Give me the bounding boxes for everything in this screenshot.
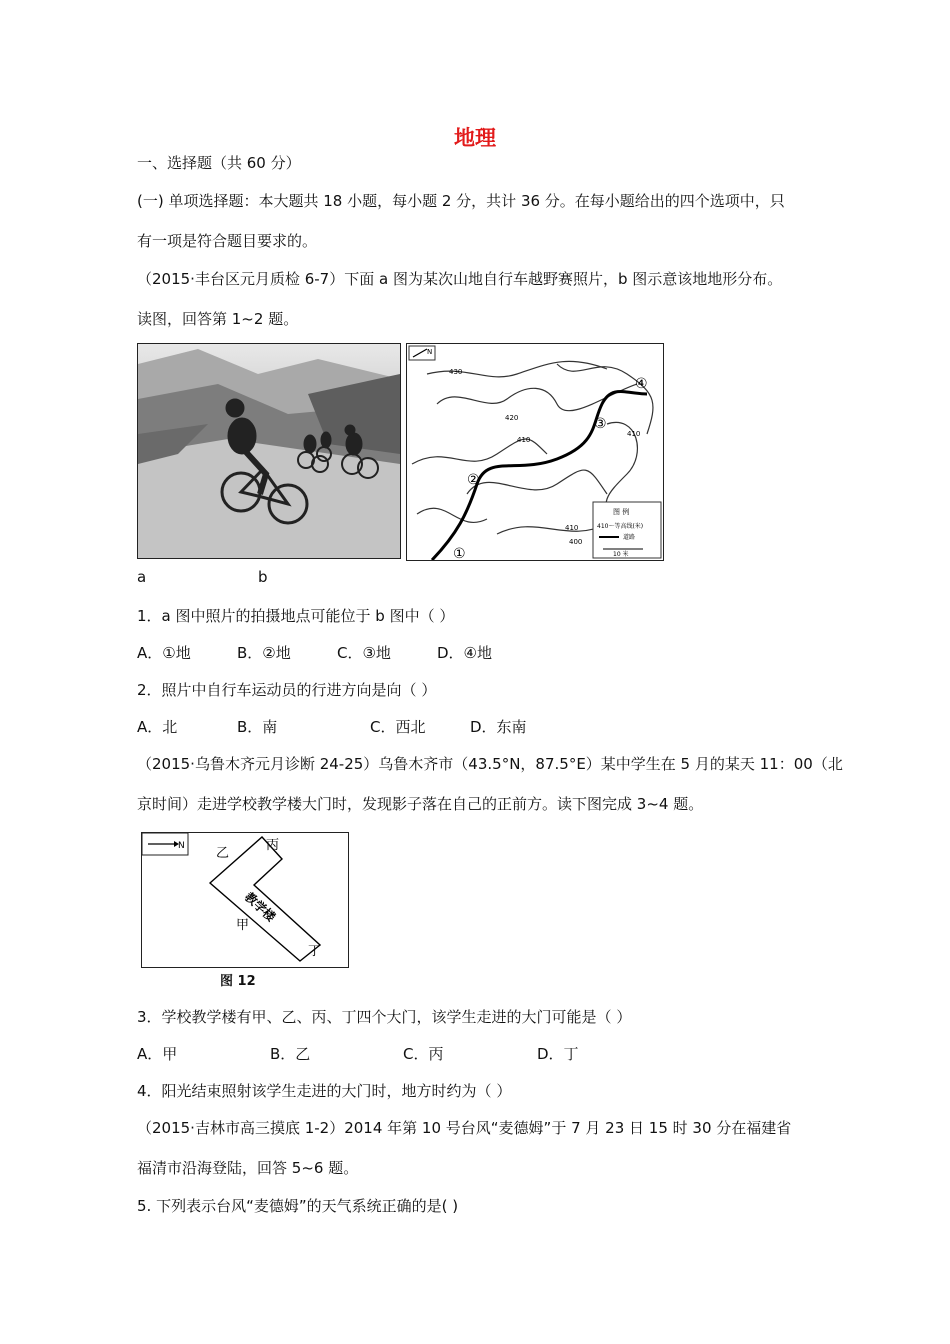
map-north-label: N [427, 348, 433, 356]
map-point-4: ④ [635, 376, 648, 392]
group3-intro-1: （2015·吉林市高三摸底 1-2）2014 年第 10 号台风“麦德姆”于 7 月 23 日 15 时 30 分在福建省 [137, 1119, 792, 1137]
map-point-1: ① [453, 546, 466, 560]
gate-jia: 甲 [236, 918, 250, 933]
page-title: 地理 [454, 126, 496, 150]
group3-intro-2: 福清市沿海登陆，回答 5~6 题。 [137, 1159, 359, 1177]
question-2: 2．照片中自行车运动员的行进方向是向（ ） [137, 681, 437, 699]
instruction-line-1: (一) 单项选择题：本大题共 18 小题，每小题 2 分，共计 36 分。在每小题给出的四个选项中，只 [137, 192, 785, 210]
north-arrow-icon [409, 346, 435, 360]
contour-label-410-b: 410 [627, 430, 641, 438]
cycling-photo [137, 343, 401, 559]
q3-option-c[interactable]: C．丙 [403, 1045, 444, 1063]
building-label: 教学楼 [241, 889, 279, 925]
question-5: 5. 下列表示台风“麦德姆”的天气系统正确的是( ) [137, 1197, 459, 1215]
q1-option-a[interactable]: A．①地 [137, 644, 191, 662]
contour-map-drawing [407, 344, 663, 560]
q1-option-c[interactable]: C．③地 [337, 644, 391, 662]
group2-intro-2: 京时间）走进学校教学楼大门时，发现影子落在自己的正前方。读下图完成 3~4 题。 [137, 795, 704, 813]
map-point-2: ② [467, 472, 480, 488]
figure-caption: 图 12 [220, 974, 256, 989]
group1-intro-1: （2015·丰台区元月质检 6-7）下面 a 图为某次山地自行车越野赛照片，b 图示意该地地形分布。 [137, 270, 783, 288]
contour-label-420: 420 [505, 414, 519, 422]
legend-scale: 10 米 [613, 551, 629, 558]
q2-option-b[interactable]: B．南 [237, 718, 278, 736]
figure-label-a: a [137, 568, 147, 586]
question-1: 1．a 图中照片的拍摄地点可能位于 b 图中（ ） [137, 607, 455, 625]
school-building-figure [141, 832, 349, 968]
gate-yi: 乙 [216, 846, 230, 861]
building-north-label: N [178, 841, 185, 851]
contour-label-410-c: 410 [565, 524, 579, 532]
contour-map [406, 343, 664, 561]
section-heading: 一、选择题（共 60 分） [137, 154, 301, 172]
q2-option-c[interactable]: C．西北 [370, 718, 426, 736]
cycling-photo-illustration [138, 344, 400, 558]
q3-option-a[interactable]: A．甲 [137, 1045, 178, 1063]
instruction-line-2: 有一项是符合题目要求的。 [137, 232, 318, 250]
q1-option-b[interactable]: B．②地 [237, 644, 291, 662]
q2-option-a[interactable]: A．北 [137, 718, 178, 736]
group2-intro-1: （2015·乌鲁木齐元月诊断 24-25）乌鲁木齐市（43.5°N，87.5°E）某中学生在 5 月的某天 11：00（北 [137, 755, 843, 773]
contour-label-400: 400 [569, 538, 583, 546]
map-point-3: ③ [594, 416, 607, 432]
north-arrow-icon [142, 833, 188, 855]
legend-title: 图 例 [613, 508, 630, 516]
legend-road: 道路 [623, 534, 636, 541]
q3-option-d[interactable]: D．丁 [537, 1045, 579, 1063]
group1-intro-2: 读图，回答第 1~2 题。 [137, 310, 299, 328]
q3-option-b[interactable]: B．乙 [270, 1045, 311, 1063]
gate-bing: 丙 [266, 838, 280, 853]
gate-ding: 丁 [308, 944, 322, 959]
question-3: 3．学校教学楼有甲、乙、丙、丁四个大门，该学生走进的大门可能是（ ） [137, 1008, 632, 1026]
figure-label-b: b [258, 568, 268, 586]
map-legend [593, 502, 661, 558]
question-4: 4．阳光结束照射该学生走进的大门时，地方时约为（ ） [137, 1082, 512, 1100]
contour-label-410-a: 410 [517, 436, 531, 444]
contour-label-430: 430 [449, 368, 463, 376]
school-building-drawing [142, 833, 348, 967]
q2-option-d[interactable]: D．东南 [470, 718, 527, 736]
legend-contour: 410～等高线(米) [597, 523, 644, 530]
q1-option-d[interactable]: D．④地 [437, 644, 492, 662]
